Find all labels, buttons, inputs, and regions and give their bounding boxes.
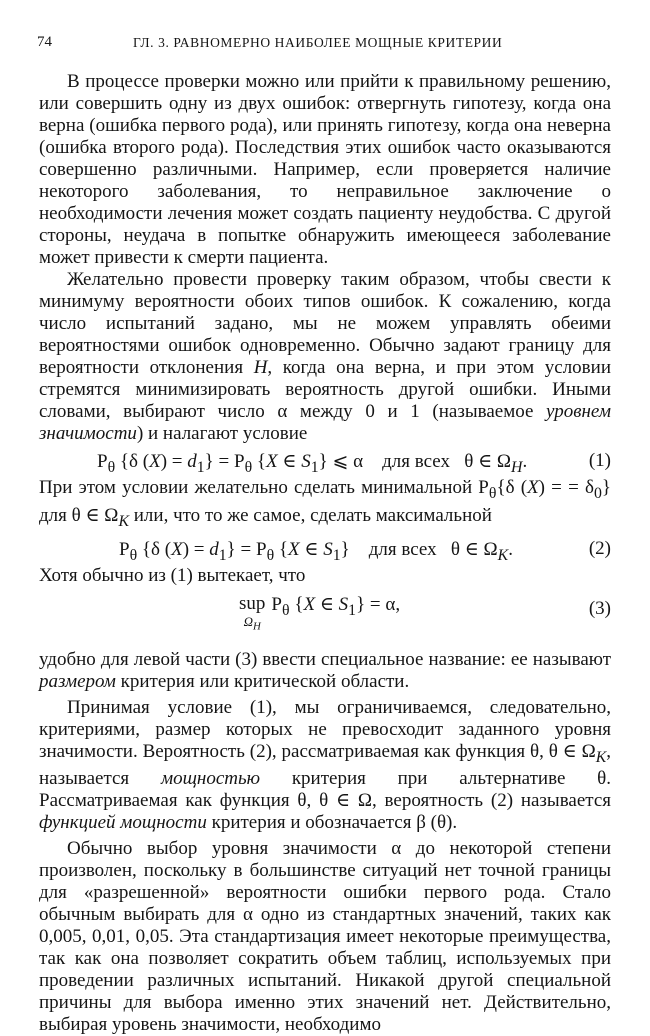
paragraph-text: Желательно провести проверку таким образом, чтобы свести к минимуму вероятности обоих типов ошибок. К сожалению, когда число испытаний задано, мы не можем управлять обеими вероятностями ошибок одновременно. Обычно задают границу для вероятности отклонения [39, 269, 611, 378]
paragraph-power: Принимая условие (1), мы ограничиваемся, следовательно, критериями, размер которых не превосходит заданного уровня значимости. Вероятность (2), рассматриваемая как функция θ, θ ∈ $\Omega_K$, называется мощностью критерия при альтернативе θ. Рассматриваемая как функция θ, θ ∈ Ω, вероятность (2) называется функцией мощности критерия и обозначается β (θ). [39, 696, 611, 834]
paragraph-text: , когда она верна, и при этом условии стремятся минимизировать вероятность другой ошибки. Иными словами, выбирают число α между 0 и 1 (называемое [39, 357, 611, 422]
equation-1-number: (1) [588, 450, 611, 471]
equation-1-body: $P_\theta$ {δ $(X) = d_1\} = P_\theta$ {X ∈ $S_1$} ⩽ α для всех θ ∈ $\Omega_H$. [97, 451, 528, 476]
equation-2-number: (2) [588, 537, 611, 559]
page-body [39, 71, 611, 1036]
paragraph-errors: В процессе проверки можно или прийти к правильному решению, или совершить одну из двух ошибок: отвергнуть гипотезу, когда она верна (ошибка первого рода), или принять гипотезу, когда она неверна (ошибка второго рода). Последствия этих ошибок часто оказываются совершенно различными. Например, если проверяется наличие некоторого заболевания, то неправильное заключение о необходимости лечения может создать пациенту неудобства. С другой стороны, неудача в попытке обнаружить имеющееся заболевание может привести к смерти пациента. [39, 71, 611, 268]
page-header [37, 34, 611, 56]
equation-3-body [239, 593, 400, 634]
sup-operator [239, 593, 265, 634]
page-number: 74 [37, 34, 52, 50]
sup-subscript: $\Omega_H$ [243, 613, 261, 633]
paragraph-choice-alpha: Обычно выбор уровня значимости α до некоторой степени произволен, поскольку в большинстве ситуаций нет точной границы для «разрешенной» вероятности ошибки первого рода. Стало обычным выбирать для α одно из стандартных значений, таких как 0,005, 0,01, 0,05. Эта стандартизация имеет некоторые преимущества, так как она позволяет сократить объем таблиц, используемых при проведении различных испытаний. Никакой другой специальной причины для выбора именно этих значений нет. Действительно, выбирая уровень значимости, необходимо [39, 838, 611, 1036]
running-title: ГЛ. 3. РАВНОМЕРНО НАИБОЛЕЕ МОЩНЫЕ КРИТЕРИИ [133, 35, 503, 50]
equation-2 [39, 533, 611, 565]
hypothesis-symbol: H [253, 357, 268, 378]
sup-label: sup [239, 592, 266, 614]
equation-3 [39, 587, 611, 649]
paragraph-size [39, 649, 611, 693]
paragraph-power-condition: При этом условии желательно сделать минимальной $P_\theta\{\delta$ (X) = = $\delta_0$} для θ ∈ $\Omega_K$ или, что то же самое, сделать максимальной [39, 477, 611, 530]
paragraph-text: удобно для левой части (3) ввести специальное название: ее называют [39, 648, 611, 670]
equation-3-number: (3) [588, 597, 611, 619]
paragraph-significance [39, 269, 611, 445]
paragraph-follows: Хотя обычно из (1) вытекает, что [39, 564, 306, 586]
term-significance-level: уровнем значимости [39, 401, 611, 444]
equation-2-body: $P_\theta$ {δ $(X) = d_1\} = P_\theta$ {X ∈ $S_1$} для всех θ ∈ $\Omega_K$. [119, 538, 513, 564]
paragraph-text: критерия или критической области. [115, 670, 410, 692]
term-size: размером [39, 670, 116, 692]
equation-3-rest: $P_\theta$ {X ∈ $S_1\} = \alpha$, [271, 593, 401, 619]
equation-1 [39, 445, 611, 477]
paragraph-text: ) и налагают условие [136, 423, 308, 444]
